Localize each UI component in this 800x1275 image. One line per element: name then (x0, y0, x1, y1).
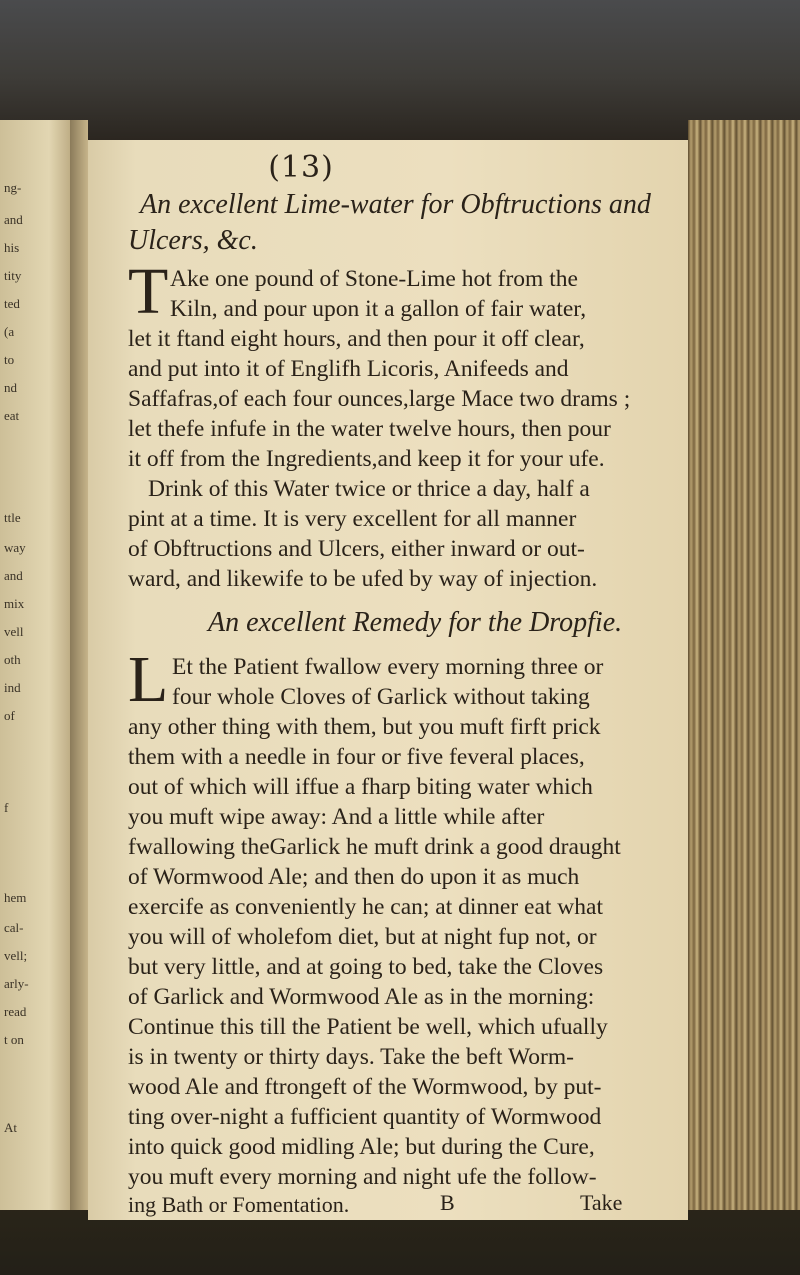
text-line: Drink of this Water twice or thrice a day, half a (148, 476, 590, 502)
text-line: it off from the Ingredients,and keep it for your ufe. (128, 446, 605, 472)
margin-fragment: arly- (4, 976, 29, 991)
text-line: is in twenty or thirty days. Take the beft Worm- (128, 1044, 574, 1070)
text-line: you muft every morning and night ufe the follow- (128, 1164, 597, 1190)
margin-fragment: f (4, 800, 9, 815)
margin-fragment: of (4, 708, 15, 723)
text-line: Et the Patient fwallow every morning three or (172, 654, 604, 680)
signature-mark: B (440, 1190, 455, 1215)
text-line: fwallowing theGarlick he muft drink a good draught (128, 834, 621, 860)
margin-fragment: eat (4, 408, 20, 423)
catchword: Take (580, 1190, 623, 1215)
page-number: (13) (268, 150, 334, 185)
margin-fragment: (a (4, 324, 15, 339)
text-line: of Wormwood Ale; and then do upon it as much (128, 864, 580, 890)
drop-cap: L (128, 643, 169, 716)
text-line: ing Bath or Fomentation. (128, 1192, 350, 1217)
margin-fragment: ind (4, 680, 21, 695)
text-line: ting over-night a fufficient quantity of Wormwood (128, 1104, 602, 1130)
text-line: pint at a time. It is very excellent for all manner (128, 506, 577, 532)
section-title-continued: Ulcers, &c. (128, 225, 258, 256)
margin-fragment: oth (4, 652, 21, 667)
margin-fragment: read (4, 1004, 27, 1019)
section-title: An excellent Remedy for the Dropfie. (208, 607, 623, 638)
text-line: but very little, and at going to bed, take the Cloves (128, 954, 604, 980)
text-line: wood Ale and ftrongeft of the Wormwood, by put- (128, 1074, 602, 1100)
text-line: ward, and likewife to be ufed by way of injection. (128, 566, 598, 592)
text-line: you muft wipe away: And a little while after (128, 804, 545, 830)
margin-fragment: way (4, 540, 26, 555)
section-title: An excellent Lime-water for Obftructions and (140, 189, 651, 220)
text-line: let thefe infufe in the water twelve hours, then pour (128, 416, 611, 442)
margin-fragment: ted (4, 296, 20, 311)
text-line: into quick good midling Ale; but during the Cure, (128, 1134, 595, 1160)
text-line: out of which will iffue a fharp biting water which (128, 774, 593, 800)
text-line: them with a needle in four or five feveral places, (128, 744, 585, 770)
drop-cap: T (128, 255, 169, 328)
text-line: let it ftand eight hours, and then pour it off clear, (128, 326, 585, 352)
text-line: exercife as conveniently he can; at dinner eat what (128, 894, 603, 920)
margin-fragment: and (4, 212, 23, 227)
margin-fragment: his (4, 240, 20, 255)
text-line: of Obftructions and Ulcers, either inward or out- (128, 536, 585, 562)
text-line: and put into it of Englifh Licoris, Anifeeds and (128, 356, 569, 382)
facing-page-edge (0, 120, 70, 1210)
page-edges (688, 120, 800, 1210)
margin-fragment: At (4, 1120, 17, 1135)
text-line: Ake one pound of Stone-Lime hot from the (170, 266, 578, 292)
text-line: Kiln, and pour upon it a gallon of fair water, (170, 296, 587, 322)
text-line: of Garlick and Wormwood Ale as in the morning: (128, 984, 595, 1010)
margin-fragment: ttle (4, 510, 21, 525)
margin-fragment: hem (4, 890, 27, 905)
margin-fragment: vell; (4, 948, 28, 963)
text-line: Saffafras,of each four ounces,large Mace two drams ; (128, 386, 631, 412)
margin-fragment: and (4, 568, 23, 583)
text-line: Continue this till the Patient be well, which ufually (128, 1014, 608, 1040)
margin-fragment: vell (4, 624, 24, 639)
margin-fragment: t on (4, 1032, 24, 1047)
margin-fragment: to (4, 352, 15, 367)
margin-fragment: mix (4, 596, 25, 611)
text-line: four whole Cloves of Garlick without taking (172, 684, 590, 710)
margin-fragment: nd (4, 380, 17, 395)
margin-fragment: cal- (4, 920, 24, 935)
margin-fragment: tity (4, 268, 22, 283)
book-gutter (70, 120, 88, 1210)
text-line: you will of wholefom diet, but at night fup not, or (128, 924, 597, 950)
text-line: any other thing with them, but you muft firft prick (128, 714, 601, 740)
scan-background-top (0, 0, 800, 140)
margin-fragment: ng- (4, 180, 22, 195)
